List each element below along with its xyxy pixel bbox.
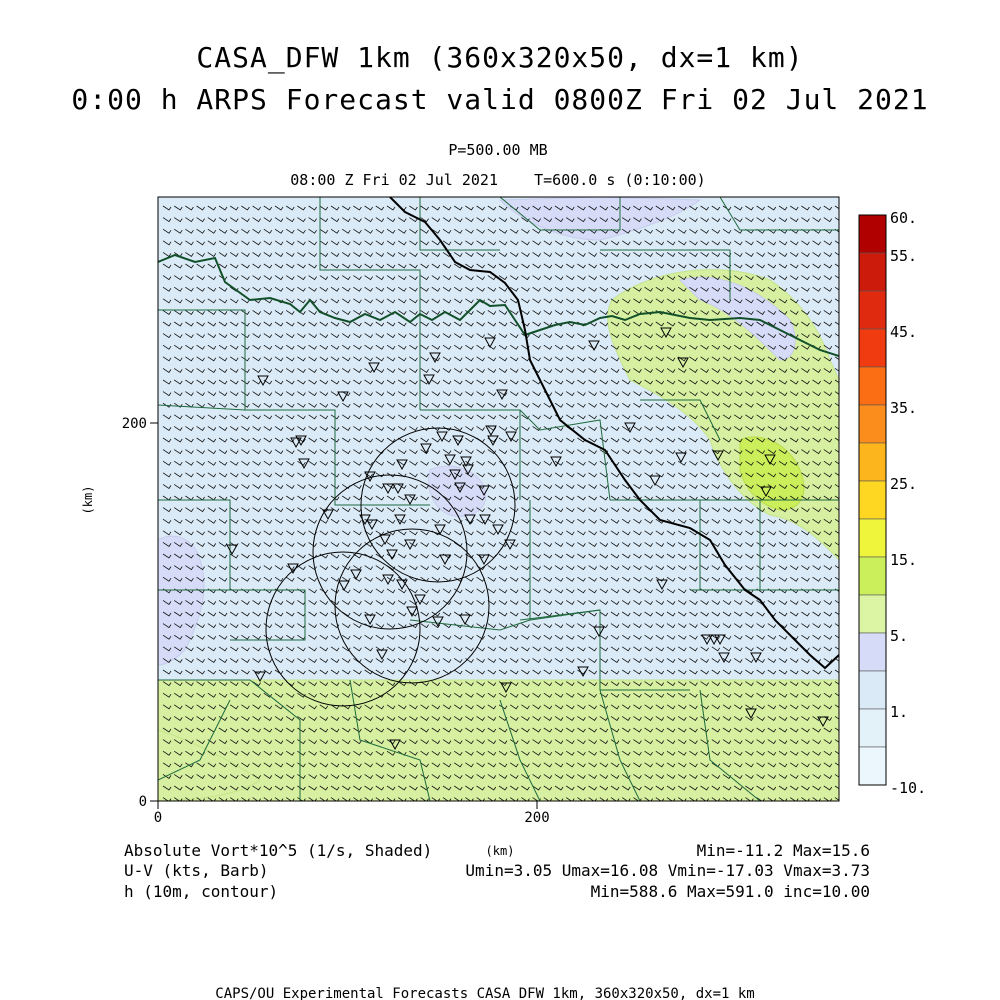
colorbar-label: 15. [890,551,918,569]
colorbar-swatch [859,633,886,671]
footer-credit: CAPS/OU Experimental Forecasts CASA DFW 1km, 360x320x50, dx=1 km [215,986,755,1000]
x-tick-0: 0 [153,810,163,826]
y-axis-label: (km) [81,485,95,515]
map-title-line1: CASA_DFW 1km (360x320x50, dx=1 km) [196,41,804,74]
colorbar-swatch [859,367,886,405]
colorbar-swatch [859,329,886,367]
colorbar-swatch [859,291,886,329]
colorbar-swatch [859,443,886,481]
pressure-level-label: P=500.00 MB [448,141,548,159]
colorbar-swatch [859,709,886,747]
colorbar [859,209,926,797]
footer-field-wind: U-V (kts, Barb) [124,861,269,880]
colorbar-swatch [859,253,886,291]
colorbar-swatch [859,671,886,709]
colorbar-label: 1. [890,703,909,721]
colorbar-swatch [859,747,886,785]
valid-time-label: 08:00 Z Fri 02 Jul 2021 T=600.0 s (0:10:00) [290,171,706,189]
colorbar-label: 25. [890,475,918,493]
colorbar-label: 55. [890,247,918,265]
y-tick-200: 200 [121,416,147,432]
vorticity-shade-south-band [158,680,839,801]
colorbar-label: 5. [890,627,909,645]
x-tick-200: 200 [524,810,550,826]
colorbar-label: 35. [890,399,918,417]
colorbar-label: -10. [890,779,927,797]
colorbar-label: 45. [890,323,918,341]
footer-field-vorticity: Absolute Vort*10^5 (1/s, Shaded) [124,841,433,860]
footer-stats-wind: Umin=3.05 Umax=16.08 Vmin=-17.03 Vmax=3.73 [465,861,870,880]
colorbar-swatch [859,405,886,443]
footer-field-height: h (10m, contour) [124,882,279,901]
colorbar-swatch [859,481,886,519]
colorbar-label: 60. [890,209,918,227]
x-axis-label: (km) [485,844,515,858]
colorbar-swatch [859,519,886,557]
footer-stats-vorticity: Min=-11.2 Max=15.6 [696,841,870,860]
colorbar-swatch [859,215,886,253]
map-title-line2: 0:00 h ARPS Forecast valid 0800Z Fri 02 Jul 2021 [71,83,929,116]
colorbar-swatch [859,557,886,595]
footer-stats-height: Min=588.6 Max=591.0 inc=10.00 [590,882,870,901]
y-tick-0: 0 [138,794,147,810]
colorbar-swatch [859,595,886,633]
